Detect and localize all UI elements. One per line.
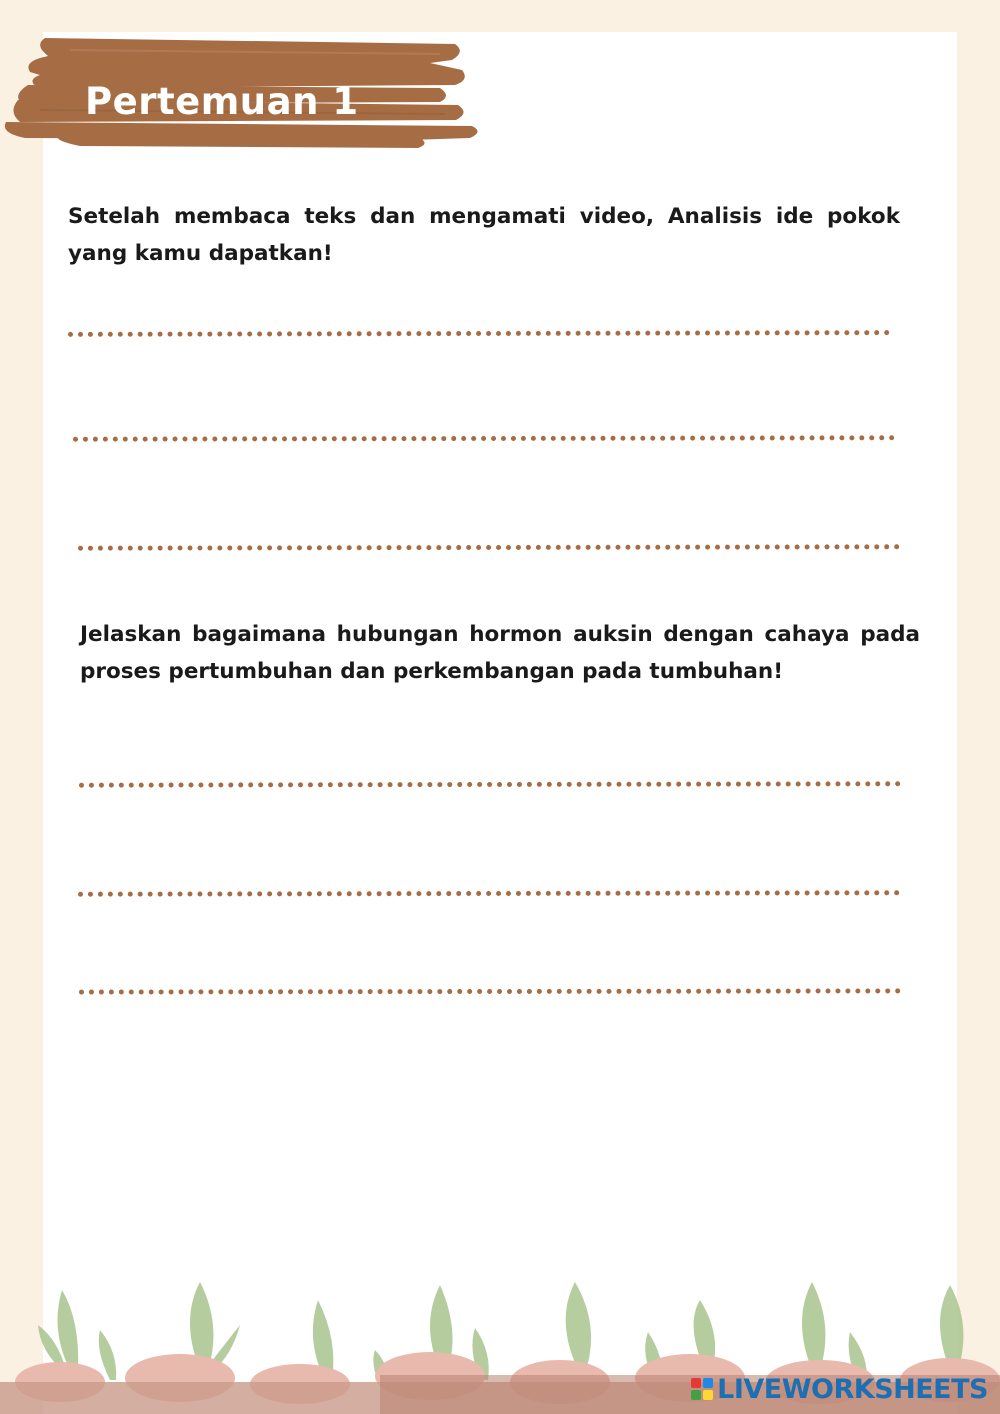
page-title: Pertemuan 1 bbox=[85, 80, 359, 123]
title-banner bbox=[0, 30, 490, 160]
question-1-text: Setelah membaca teks dan mengamati video, Analisis ide pokok yang kamu dapatkan! bbox=[68, 204, 900, 266]
liveworksheets-logo-icon bbox=[691, 1378, 713, 1400]
liveworksheets-logo[interactable] bbox=[691, 1372, 988, 1406]
brand-name: LIVEWORKSHEETS bbox=[717, 1373, 988, 1405]
question-2-text: Jelaskan bagaimana hubungan hormon auksin dengan cahaya pada proses pertumbuhan dan perkembangan pada tumbuhan! bbox=[80, 622, 920, 684]
